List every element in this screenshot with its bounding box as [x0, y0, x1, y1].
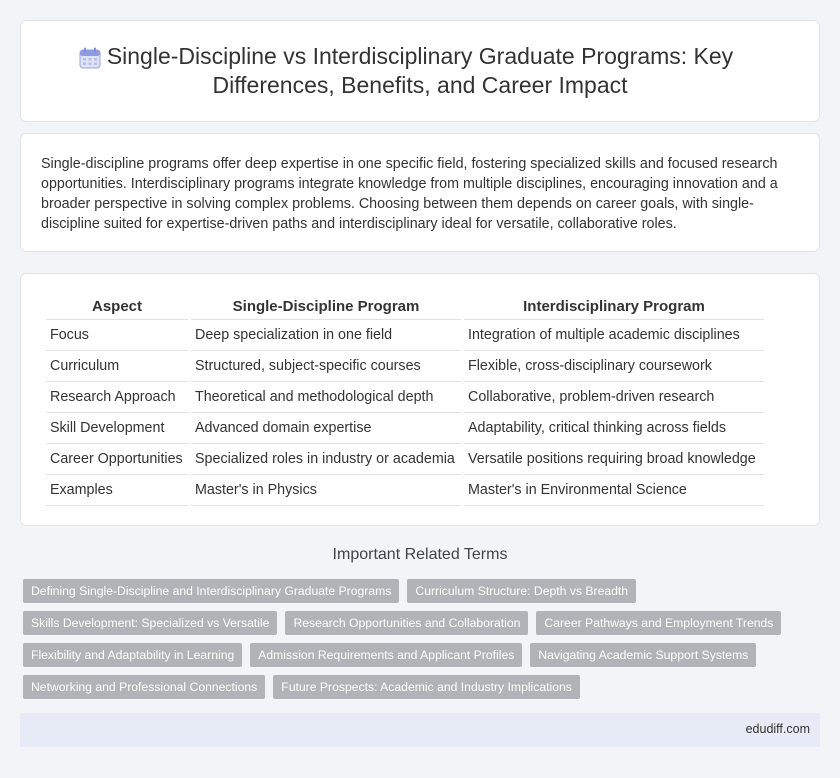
- related-term-tag[interactable]: Networking and Professional Connections: [23, 675, 265, 699]
- table-row: [46, 382, 764, 413]
- table-row: [46, 320, 764, 351]
- header-card: [20, 20, 820, 122]
- table-cell: Specialized roles in industry or academia: [191, 444, 461, 475]
- table-row: [46, 475, 764, 506]
- table-cell: Deep specialization in one field: [191, 320, 461, 351]
- intro-card: [20, 133, 820, 252]
- table-cell: Adaptability, critical thinking across fields: [464, 413, 764, 444]
- table-header-row: [46, 295, 764, 320]
- table-cell: Integration of multiple academic disciplines: [464, 320, 764, 351]
- page-title: Single-Discipline vs Interdisciplinary Graduate Programs: Key Differences, Benefits, and Career Impact: [106, 43, 734, 98]
- footer-bar: [20, 713, 820, 747]
- table-cell: Focus: [46, 320, 188, 351]
- table-cell: Versatile positions requiring broad knowledge: [464, 444, 764, 475]
- table-row: [46, 413, 764, 444]
- table-cell: Master's in Environmental Science: [464, 475, 764, 506]
- related-term-tag[interactable]: Flexibility and Adaptability in Learning: [23, 643, 242, 667]
- table-cell: Examples: [46, 475, 188, 506]
- related-terms-heading: Important Related Terms: [332, 546, 508, 563]
- table-cell: Career Opportunities: [46, 444, 188, 475]
- header-aspect: Aspect: [46, 295, 188, 320]
- footer-site-link[interactable]: edudiff.com: [745, 722, 810, 736]
- table-cell: Curriculum: [46, 351, 188, 382]
- table-cell: Skill Development: [46, 413, 188, 444]
- table-cell: Theoretical and methodological depth: [191, 382, 461, 413]
- header-single-discipline: Single-Discipline Program: [191, 295, 461, 320]
- related-term-tag[interactable]: Skills Development: Specialized vs Versatile: [23, 611, 277, 635]
- comparison-table-card: [20, 273, 820, 526]
- table-cell: Collaborative, problem-driven research: [464, 382, 764, 413]
- header-interdisciplinary: Interdisciplinary Program: [464, 295, 764, 320]
- table-cell: Advanced domain expertise: [191, 413, 461, 444]
- related-term-tag[interactable]: Admission Requirements and Applicant Profiles: [250, 643, 522, 667]
- related-term-tag[interactable]: Future Prospects: Academic and Industry Implications: [273, 675, 580, 699]
- table-row: [46, 351, 764, 382]
- table-cell: Flexible, cross-disciplinary coursework: [464, 351, 764, 382]
- table-cell: Structured, subject-specific courses: [191, 351, 461, 382]
- table-row: [46, 444, 764, 475]
- related-term-tag[interactable]: Navigating Academic Support Systems: [530, 643, 756, 667]
- table-cell: Master's in Physics: [191, 475, 461, 506]
- related-term-tag[interactable]: Curriculum Structure: Depth vs Breadth: [407, 579, 636, 603]
- comparison-table: [43, 295, 767, 506]
- related-term-tag[interactable]: Defining Single-Discipline and Interdisciplinary Graduate Programs: [23, 579, 399, 603]
- related-term-tag[interactable]: Research Opportunities and Collaboration: [285, 611, 528, 635]
- table-cell: Research Approach: [46, 382, 188, 413]
- intro-paragraph: Single-discipline programs offer deep expertise in one specific field, fostering specialized skills and focused research opportunities. Interdisciplinary programs integrate knowledge from multiple disciplines, encouraging innovation and a broader perspective in solving complex problems. Choosing between them depends on career goals, with single-discipline suited for expertise-driven paths and interdisciplinary ideal for versatile, collaborative roles.: [41, 156, 778, 232]
- related-term-tag[interactable]: Career Pathways and Employment Trends: [536, 611, 781, 635]
- related-terms-tags: [23, 579, 823, 707]
